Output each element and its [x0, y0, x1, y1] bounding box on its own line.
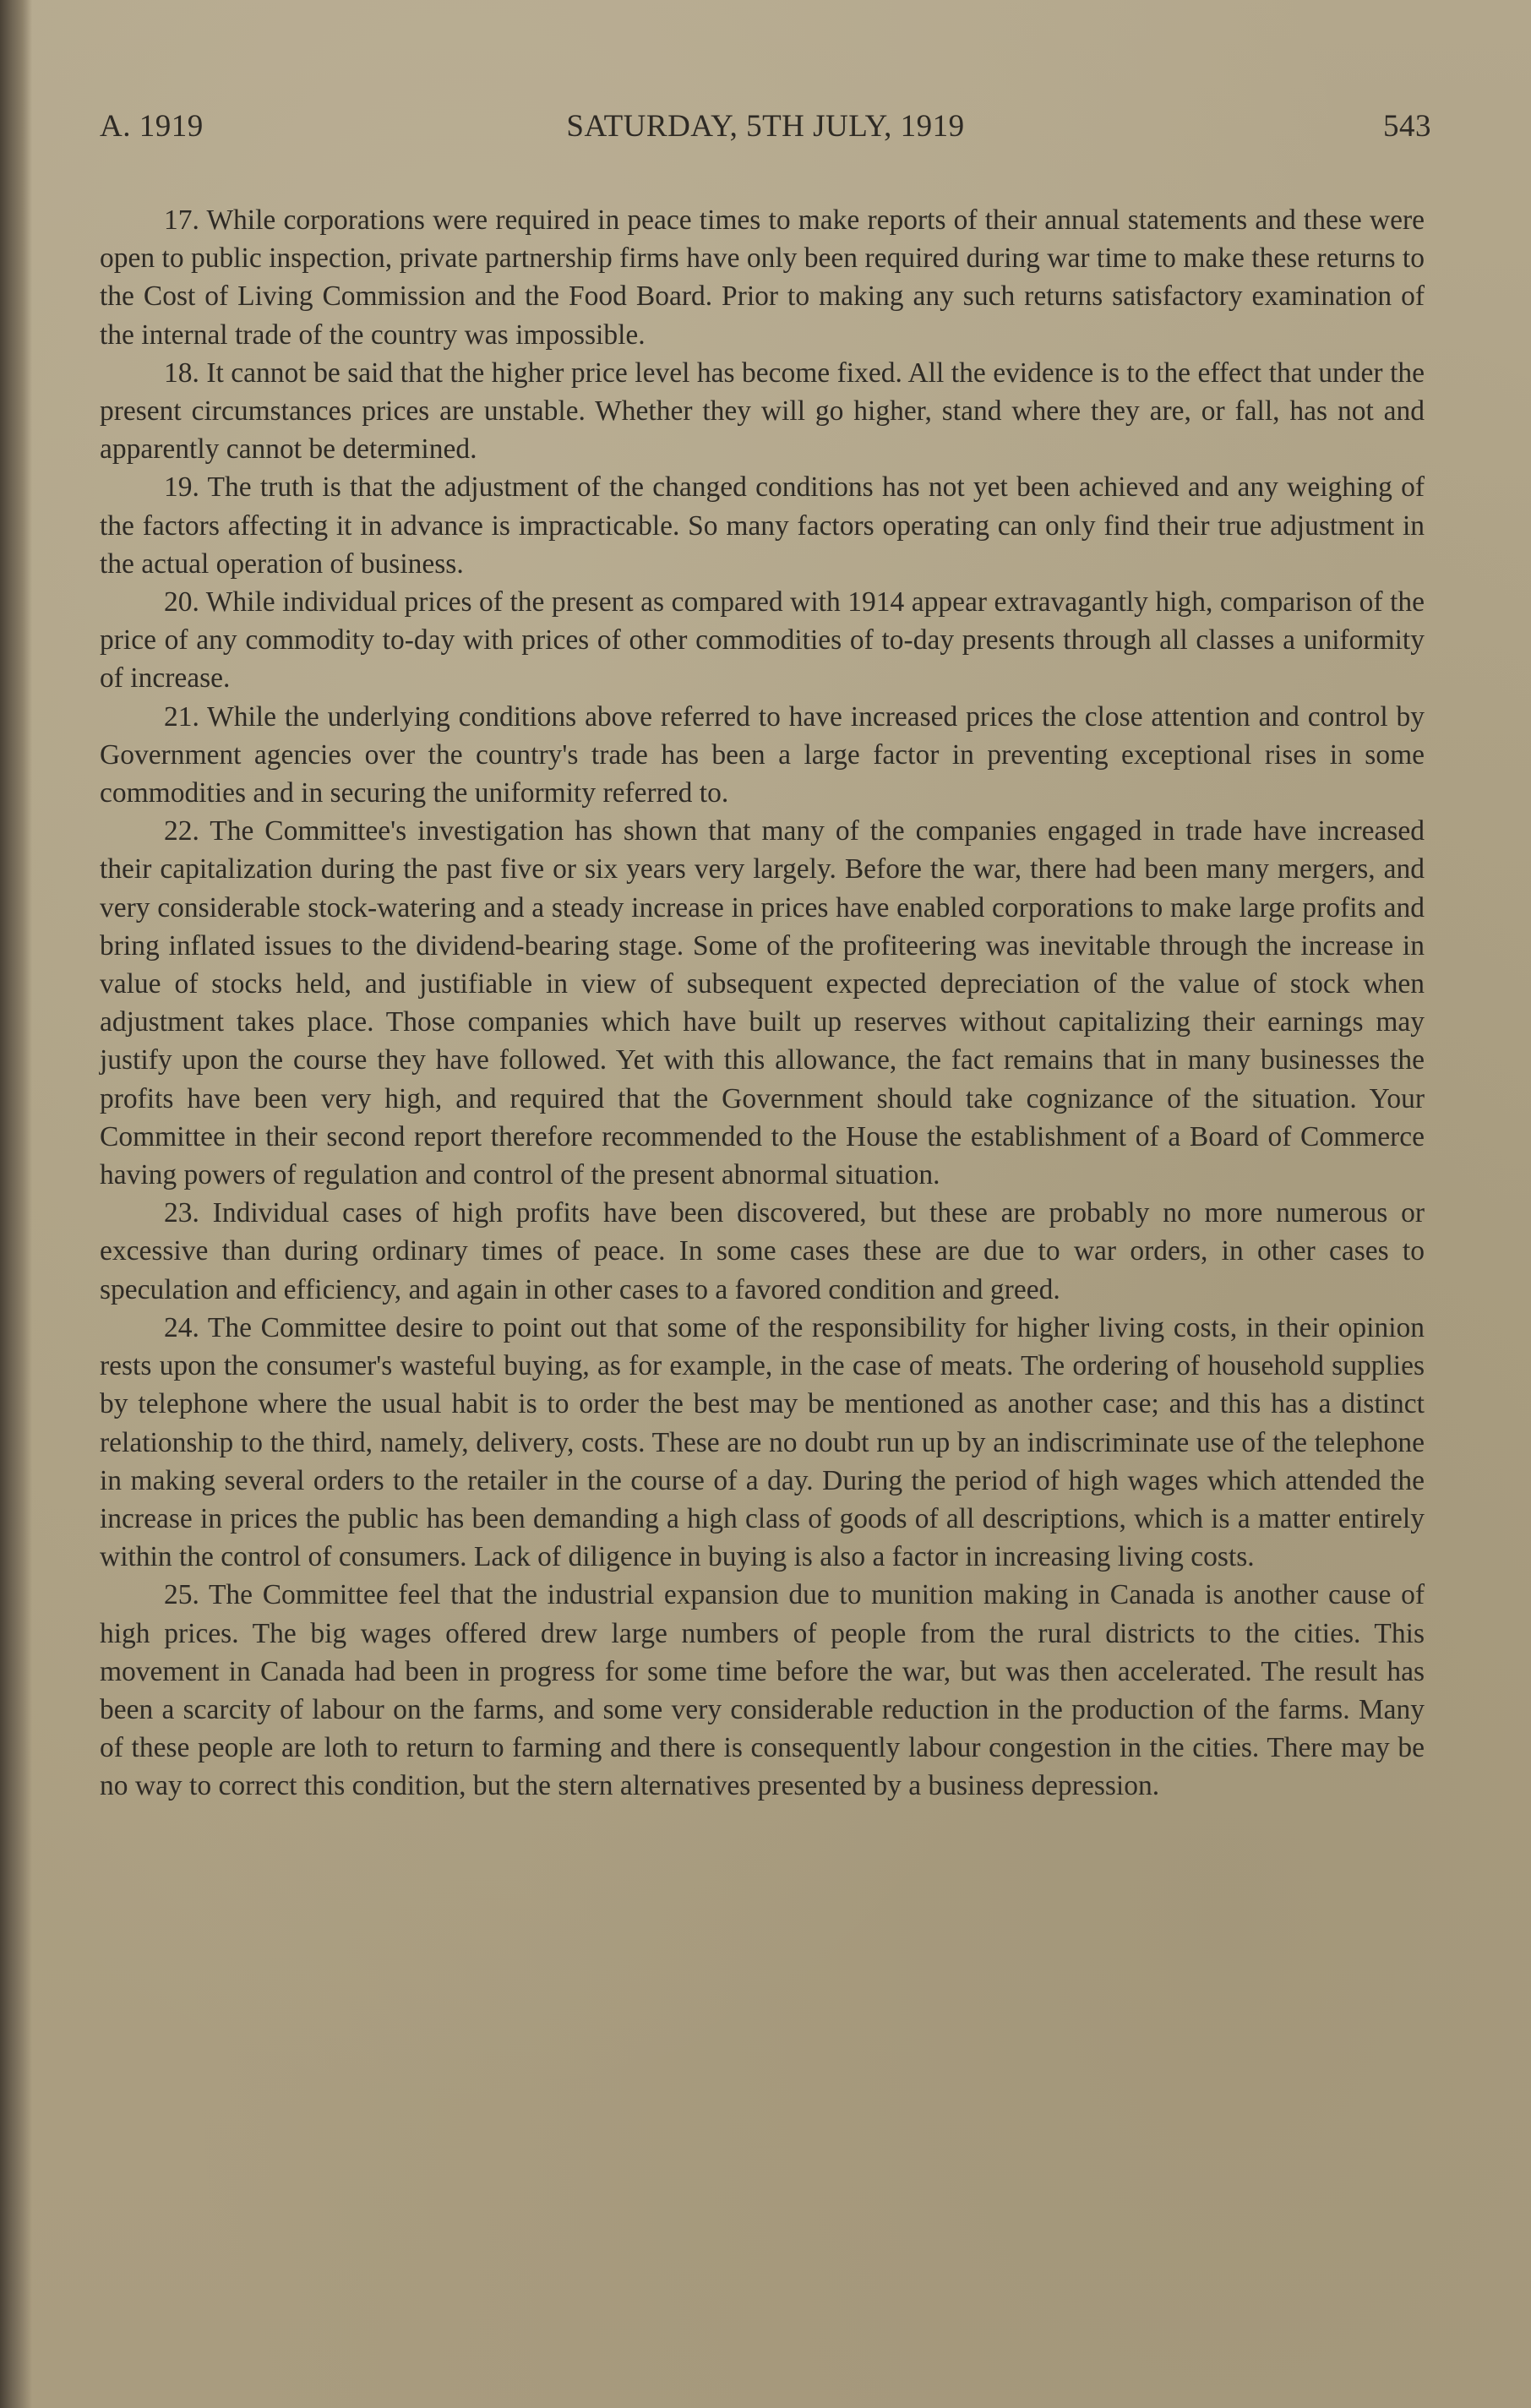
paragraph-17: 17. While corporations were required in peace times to make reports of their annual statements and these were open to public inspection, private partnership firms have only been required during war time to make these returns to the Cost of Living Commission and the Food Board. Prior to making any such returns satisfactory examination of the internal trade of the country was impossible.	[100, 204, 1425, 351]
paragraph-20: 20. While individual prices of the present as compared with 1914 appear extravagantly high, comparison of the price of any commodity to-day with prices of other commodities of to-day presents through all classes a uniformity of increase.	[100, 586, 1425, 695]
paragraph-19: 19. The truth is that the adjustment of the changed conditions has not yet been achieved and any weighing of the factors affecting it in advance is impracticable. So many factors operating can only find their true adjustment in the actual operation of business.	[100, 471, 1425, 580]
document-body	[100, 201, 1425, 1806]
paragraph-24: 24. The Committee desire to point out that some of the responsibility for higher living costs, in their opinion rests upon the consumer's wasteful buying, as for example, in the case of meats. The ordering of household supplies by telephone where the usual habit is to order the best may be mentioned as another case; and this has a distinct relationship to the third, namely, delivery, costs. These are no doubt run up by an indiscriminate use of the telephone in making several orders to the retailer in the course of a day. During the period of high wages which attended the increase in prices the public has been demanding a high class of goods of all descriptions, which is a matter entirely within the control of consumers. Lack of diligence in buying is also a factor in increasing living costs.	[100, 1311, 1425, 1573]
session-year: A. 1919	[100, 109, 204, 144]
paragraph-22: 22. The Committee's investigation has shown that many of the companies engaged in trade have increased their capitalization during the past five or six years very largely. Before the war, there had been many mergers, and very considerable stock-watering and a steady increase in prices have enabled corporations to make large profits and bring inflated issues to the dividend-bearing stage. Some of the profiteering was inevitable through the increase in value of stocks held, and justifiable in view of subsequent expected depreciation of the value of stock when adjustment takes place. Those companies which have built up reserves without capitalizing their earnings may justify upon the course they have followed. Yet with this allowance, the fact remains that in many businesses the profits have been very high, and required that the Government should take cognizance of the situation. Your Committee in their second report therefore recommended to the House the establishment of a Board of Commerce having powers of regulation and control of the present abnormal situation.	[100, 815, 1425, 1191]
paragraph-18: 18. It cannot be said that the higher price level has become fixed. All the evidence is to the effect that under the present circumstances prices are unstable. Whether they will go higher, stand where they are, or fall, has not and apparently cannot be determined.	[100, 357, 1425, 466]
paragraph-23: 23. Individual cases of high profits have been discovered, but these are probably no more numerous or excessive than during ordinary times of peace. In some cases these are due to war orders, in other cases to speculation and efficiency, and again in other cases to a favored condition and greed.	[100, 1197, 1425, 1305]
paragraph-25: 25. The Committee feel that the industrial expansion due to munition making in Canada is another cause of high prices. The big wages offered drew large numbers of people from the rural districts to the cities. This movement in Canada had been in progress for some time before the war, but was then accelerated. The result has been a scarcity of labour on the farms, and some very considerable reduction in the production of the farms. Many of these people are loth to return to farming and there is consequently labour congestion in the cities. There may be no way to correct this condition, but the stern alternatives presented by a business depression.	[100, 1579, 1425, 1802]
page-header	[100, 108, 1431, 159]
page-date: SATURDAY, 5TH JULY, 1919	[566, 109, 965, 144]
page-binding-edge	[0, 0, 32, 2408]
page-number: 543	[1383, 109, 1431, 144]
paragraph-21: 21. While the underlying conditions above referred to have increased prices the close attention and control by Government agencies over the country's trade has been a large factor in preventing exceptional rises in some commodities and in securing the uniformity referred to.	[100, 700, 1425, 809]
